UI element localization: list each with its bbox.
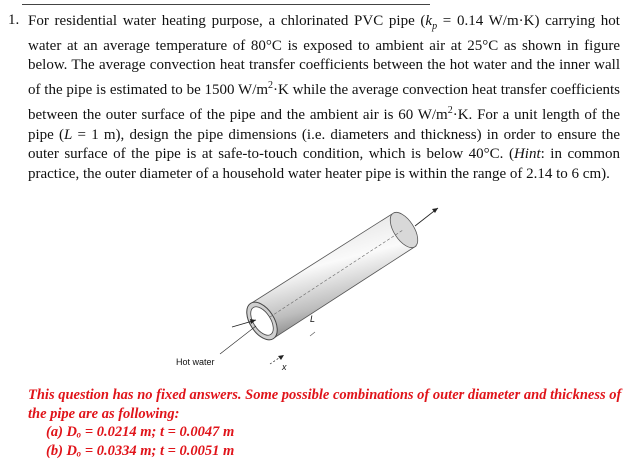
answer-intro: This question has no fixed answers. Some possible combinations of outer diameter and thickness of the pipe are as following:: [28, 387, 622, 422]
question-text: For residential water heating purpose, a chlorinated PVC pipe ($k_p = 0.14$ W/m·K) carrying hot water at an average temperature of 80°C is exposed to ambient air at 25°C as shown in figure below. The average convection heat transfer coefficients between the hot water and the inner wall of the pipe is estimated to be 1500 $W/m^2\cdot K$ while the average convection heat transfer coefficients between the outer surface of the pipe and the ambient air is 60 $W/m^2\cdot K$. For a unit length of the pipe (L = 1 m), design the pipe dimensions (i.e. diameters and thickness) in order to ensure the outer surface of the pipe is at safe-to-touch condition, which is below 40°C. (Hint: in common practice, the outer diameter of a household water heater pipe is within the range of 2.14 to 6 cm).: [28, 13, 621, 182]
hot-water-label: Hot water: [176, 357, 215, 367]
x-axis-arrowhead: [278, 355, 284, 360]
length-tick: [310, 332, 315, 336]
x-label: x: [282, 362, 287, 372]
hot-water-leader: [220, 326, 256, 354]
top-rule: [22, 4, 430, 5]
answer-option-a: (a) Dₒ = 0.0214 m; t = 0.0047 m: [46, 424, 235, 440]
answer-section: [28, 386, 628, 460]
pipe-diagram: [170, 196, 460, 381]
pipe-figure: [170, 196, 460, 381]
answer-option-b: (b) Dₒ = 0.0334 m; t = 0.0051 m: [46, 442, 235, 459]
question-number: 1.: [8, 12, 20, 28]
length-label: L: [310, 314, 316, 324]
